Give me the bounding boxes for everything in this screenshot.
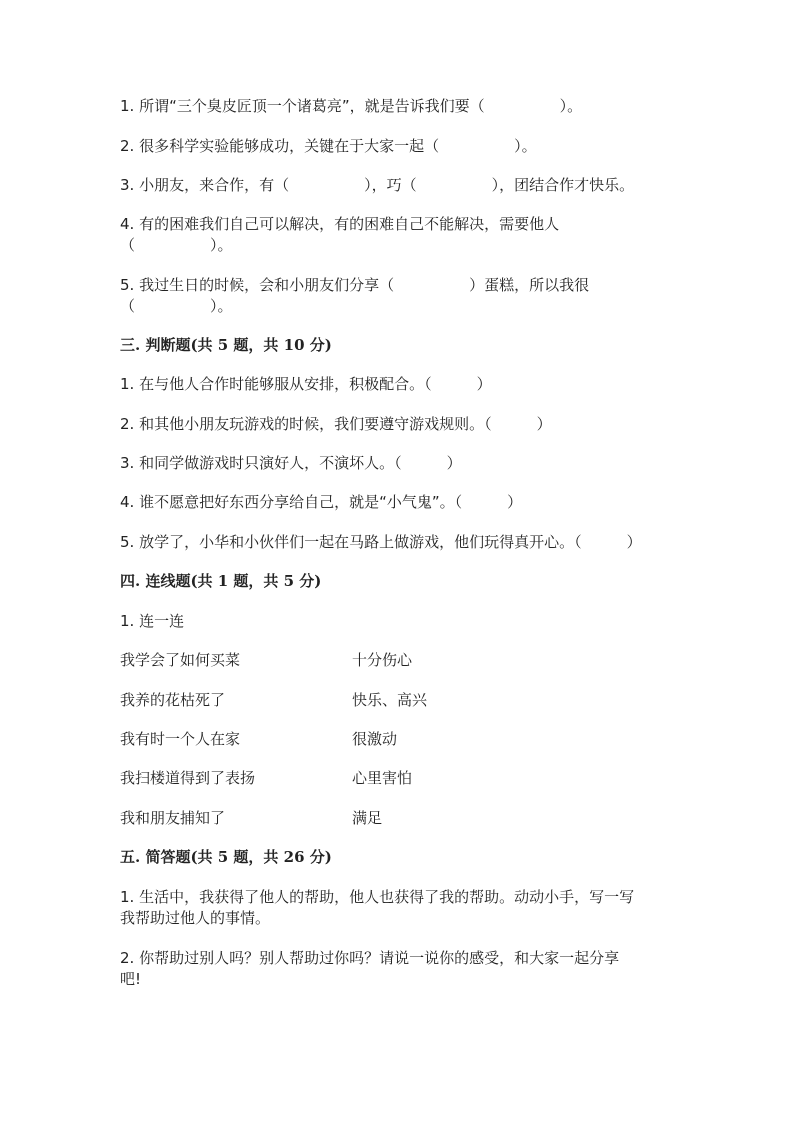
matching-section-heading: 四. 连线题(共 1 题，共 5 分) — [120, 572, 322, 590]
true-false-question-5: 5. 放学了，小华和小伙伴们一起在马路上做游戏，他们玩得真开心。（ ） — [120, 533, 642, 551]
true-false-question-3: 3. 和同学做游戏时只演好人，不演坏人。（ ） — [120, 454, 462, 472]
matching-right-item: 快乐、高兴 — [352, 691, 428, 709]
short-answer-question-2-line-2: 吧! — [120, 970, 142, 988]
fill-blank-question-5-line-1: 5. 我过生日的时候，会和小朋友们分享（ ）蛋糕，所以我很 — [120, 276, 590, 294]
true-false-question-4: 4. 谁不愿意把好东西分享给自己，就是“小气鬼”。（ ） — [120, 493, 523, 511]
fill-blank-question-4-line-2: （ ）。 — [120, 236, 233, 254]
fill-blank-question-1: 1. 所谓“三个臭皮匠顶一个诸葛亮”，就是告诉我们要（ ）。 — [120, 97, 583, 115]
true-false-section-heading: 三. 判断题(共 5 题，共 10 分) — [120, 336, 332, 354]
matching-left-item: 我扫楼道得到了表扬 — [120, 769, 256, 787]
matching-right-item: 十分伤心 — [352, 651, 413, 669]
true-false-question-2: 2. 和其他小朋友玩游戏的时候，我们要遵守游戏规则。（ ） — [120, 415, 552, 433]
matching-question-1: 1. 连一连 — [120, 612, 185, 630]
fill-blank-question-4-line-1: 4. 有的困难我们自己可以解决，有的困难自己不能解决，需要他人 — [120, 215, 560, 233]
fill-blank-question-5-line-2: （ ）。 — [120, 297, 233, 315]
short-answer-question-2-line-1: 2. 你帮助过别人吗？别人帮助过你吗？请说一说你的感受，和大家一起分享 — [120, 949, 620, 967]
true-false-question-1: 1. 在与他人合作时能够服从安排，积极配合。（ ） — [120, 375, 492, 393]
matching-left-item: 我养的花枯死了 — [120, 691, 226, 709]
matching-left-item: 我和朋友捕知了 — [120, 809, 226, 827]
fill-blank-question-3: 3. 小朋友，来合作，有（ ），巧（ ），团结合作才快乐。 — [120, 176, 635, 194]
fill-blank-question-2: 2. 很多科学实验能够成功，关键在于大家一起（ ）。 — [120, 137, 537, 155]
matching-right-item: 心里害怕 — [352, 769, 413, 787]
matching-left-item: 我有时一个人在家 — [120, 730, 241, 748]
matching-right-item: 满足 — [352, 809, 383, 827]
matching-left-item: 我学会了如何买菜 — [120, 651, 241, 669]
short-answer-section-heading: 五. 简答题(共 5 题，共 26 分) — [120, 848, 332, 866]
short-answer-question-1-line-1: 1. 生活中，我获得了他人的帮助，他人也获得了我的帮助。动动小手，写一写 — [120, 888, 635, 906]
matching-right-item: 很激动 — [352, 730, 398, 748]
short-answer-question-1-line-2: 我帮助过他人的事情。 — [120, 909, 271, 927]
